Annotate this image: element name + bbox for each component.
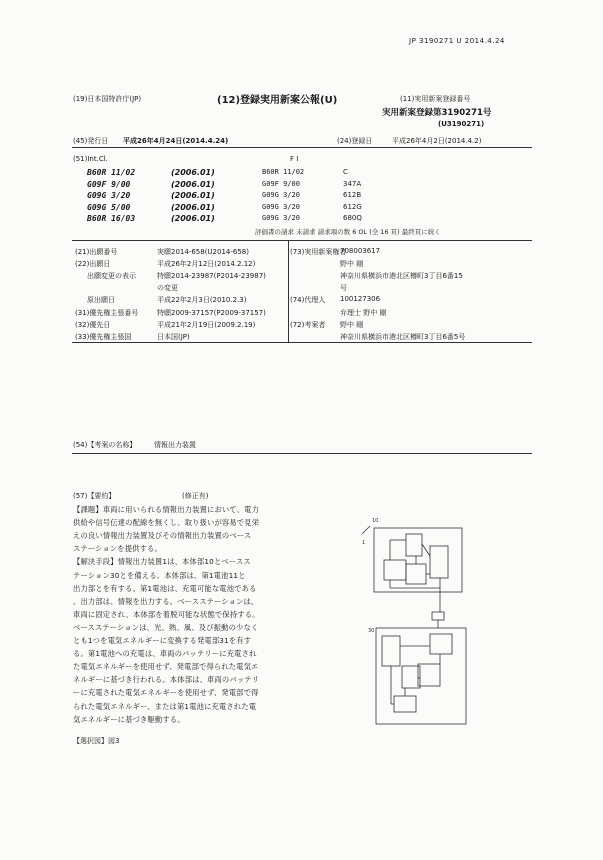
registration-number-label: (11)実用新案登録番号 [400, 95, 471, 103]
fi-code: 347A [343, 179, 362, 188]
ipc-version: (2006.01) [171, 168, 215, 177]
bib-left-value: 特願2009-37157(P2009-37157) [157, 308, 266, 317]
classification-divider [72, 240, 532, 241]
fi-symbol: G09F 9/00 [262, 179, 300, 188]
fi-code: C [343, 168, 348, 176]
fi-symbol: G09G 3/20 [262, 214, 300, 223]
evaluation-note: 評価書の請求 未請求 請求項の数 6 OL (全 16 頁) 最終頁に続く [255, 228, 441, 236]
bib-right-value: 神奈川県横浜市港北区樽町3丁目6番5号 [340, 332, 466, 341]
base-station-outline [376, 628, 466, 724]
fi-code: 612B [343, 191, 362, 200]
abstract-line: テーション30とを備える。本体部は、第1電池11と [73, 570, 246, 580]
bibliographic-divider [72, 342, 532, 343]
bib-left-value: 実願2014-658(U2014-658) [157, 248, 249, 256]
abstract-correction: (修正有) [182, 492, 209, 500]
ipc-symbol: G09F 9/00 [87, 179, 131, 189]
ipc-symbol: G09G 3/20 [87, 191, 131, 201]
ipc-version: (2006.01) [171, 202, 215, 212]
abstract-heading: (57)【要約】 [73, 492, 116, 500]
bib-left-value: 平成21年2月19日(2009.2.19) [157, 320, 256, 329]
fi-label: F I [290, 155, 299, 163]
registration-date-label: (24)登録日 [337, 137, 373, 145]
abstract-line: 気エネルギーに基づき駆動する。 [73, 714, 185, 724]
fi-symbol: G09G 3/20 [262, 191, 300, 200]
bib-left-label: (31)優先権主張番号 [75, 308, 139, 317]
component-block [382, 636, 400, 666]
ipc-version: (2006.01) [171, 179, 215, 189]
bib-right-value: 弁理士 野中 剛 [340, 308, 387, 317]
figure-3-diagram [360, 516, 480, 741]
abstract-line: ーに充電された電気エネルギーを使用せず、発電部で得 [73, 688, 259, 698]
abstract-line: る。第1電池への充電は、車両のバッテリーに充電され [73, 649, 257, 659]
bib-right-label: (74)代理人 [290, 296, 326, 305]
connector-block [432, 612, 444, 620]
bib-left-label: (22)出願日 [75, 260, 111, 269]
bib-right-value: 708003617 [340, 247, 381, 255]
registration-date: 平成26年4月2日(2014.4.2) [392, 137, 482, 145]
figure-ref-bottom: 30 [368, 628, 375, 634]
fi-symbol: B60R 11/02 [262, 168, 305, 176]
figure-ref-top: 10 [372, 518, 379, 524]
patent-office: (19)日本国特許庁(JP) [73, 95, 142, 103]
header-divider [72, 147, 532, 148]
bib-right-value: 神奈川県横浜市港北区樽町3丁目6番15 [340, 272, 463, 281]
bib-left-label: 出願変更の表示 [87, 272, 136, 281]
bib-left-label: (33)優先権主張国 [75, 332, 132, 341]
bibliographic-center-rule [288, 241, 289, 342]
intcl-label: (51)Int.Cl. [73, 155, 108, 163]
ipc-symbol: B60R 16/03 [87, 214, 136, 224]
component-block [402, 666, 420, 688]
abstract-line: 【解決手段】情報出力装置1は、本体部10とベースス [73, 557, 251, 567]
abstract-line: 。出力部は、情報を出力する。ベースステーションは、 [73, 596, 259, 606]
title-label: (54)【考案の名称】 [73, 441, 137, 449]
abstract-line: えの良い情報出力装置及びその情報出力装置のベース [73, 531, 252, 541]
bib-right-label: (72)考案者 [290, 320, 326, 329]
bib-right-value: 野中 剛 [340, 260, 364, 269]
figure-ref-arrow: 1 [362, 540, 366, 546]
component-block [406, 534, 422, 556]
bib-left-value: 平成22年2月3日(2010.2.3) [157, 296, 247, 305]
abstract-line: とも1つを電気エネルギーに変換する発電部31を有す [73, 636, 252, 645]
issue-date: 平成26年4月24日(2014.4.24) [123, 137, 229, 145]
fi-code: 612G [343, 202, 362, 211]
component-block [406, 564, 426, 584]
figure-selection: 【選択図】図3 [73, 737, 120, 745]
bib-left-value: の変更 [157, 284, 178, 293]
bib-left-label: (21)出願番号 [75, 248, 118, 256]
abstract-line: ベースステーションは、光、熱、風、及び振動の少なく [73, 622, 259, 632]
fi-code: 680Q [343, 214, 362, 223]
bib-left-label: 原出願日 [87, 296, 115, 305]
abstract-line: 出力部とを有する。第1電池は、充電可能な電池である [73, 583, 257, 593]
component-block [394, 696, 416, 712]
bib-left-value: 平成26年2月12日(2014.2.12) [157, 260, 256, 269]
ipc-symbol: G09G 5/00 [87, 202, 131, 212]
bib-left-value: 特願2014-23987(P2014-23987) [157, 272, 266, 281]
bib-right-value: 野中 剛 [340, 320, 364, 329]
abstract-line: 供給や信号伝達の配線を無くし、取り扱いが容易で見栄 [73, 518, 260, 528]
abstract-line: 車両に固定され、本体部を着脱可能な状態で保持する。 [73, 609, 260, 619]
abstract-line: ネルギーに基づき行われる。本体部は、車両のバッテリ [73, 675, 260, 685]
title-value: 情報出力装置 [154, 441, 196, 449]
title-divider [72, 453, 532, 454]
issue-date-label: (45)発行日 [73, 137, 109, 145]
ipc-version: (2006.01) [171, 191, 215, 201]
ipc-version: (2006.01) [171, 214, 215, 224]
component-block [430, 546, 448, 578]
abstract-line: られた電気エネルギー、または第1電池に充電された電 [73, 701, 257, 711]
document-reference: JP 3190271 U 2014.4.24 [409, 37, 505, 45]
component-block [430, 634, 452, 654]
bib-right-value: 100127306 [340, 295, 381, 304]
abstract-line: た電気エネルギーを使用せず、発電部で得られた電気エ [73, 662, 259, 672]
bib-left-label: (32)優先日 [75, 320, 111, 329]
bib-right-value: 号 [340, 284, 347, 293]
component-block [384, 560, 406, 580]
abstract-line: 【課題】車両に用いられる情報出力装置において、電力 [73, 505, 260, 514]
registration-number-paren: (U3190271) [438, 120, 485, 128]
publication-type: (12)登録実用新案公報(U) [217, 95, 338, 106]
abstract-line: ステーションを提供する。 [73, 544, 162, 554]
registration-number: 実用新案登録第3190271号 [382, 108, 492, 118]
fi-symbol: G09G 3/20 [262, 202, 300, 211]
bib-right-label: (73)実用新案権者 [290, 248, 347, 256]
bib-left-value: 日本国(JP) [157, 332, 190, 341]
ipc-symbol: B60R 11/02 [87, 168, 136, 177]
component-block [418, 664, 440, 686]
